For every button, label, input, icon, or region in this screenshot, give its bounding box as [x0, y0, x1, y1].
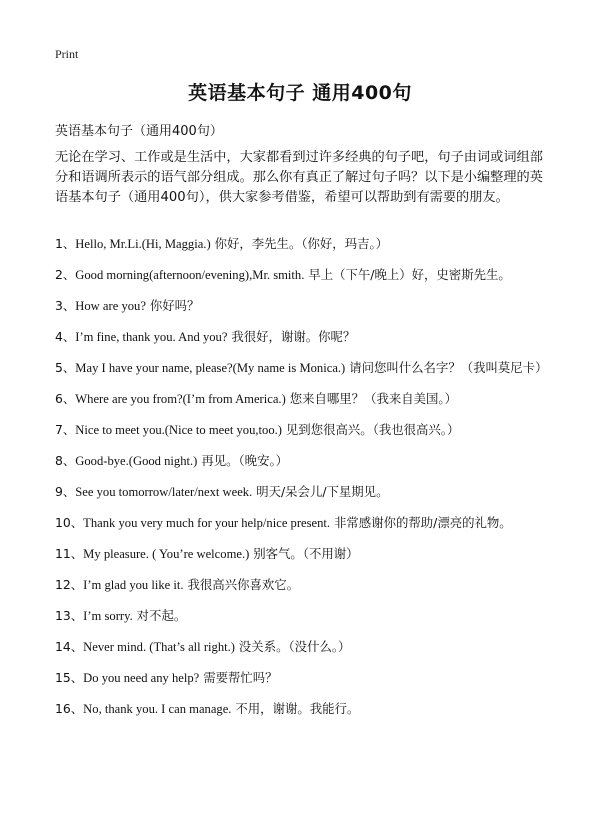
- chinese-translation: 请问您叫什么名字？（我叫莫尼卡）: [349, 360, 548, 375]
- chinese-translation: 不用，谢谢。我能行。: [235, 701, 360, 716]
- item-number: 15、: [55, 670, 84, 685]
- item-number: 2、: [55, 267, 76, 282]
- chinese-translation: 您来自哪里？（我来自美国。）: [289, 391, 458, 406]
- item-number: 16、: [55, 701, 84, 716]
- list-item: [55, 420, 555, 440]
- english-sentence: Do you need any help?: [83, 671, 200, 685]
- item-number: 1、: [55, 236, 76, 251]
- list-item: [55, 451, 555, 471]
- print-link[interactable]: Print: [55, 47, 79, 61]
- list-item: [55, 606, 555, 626]
- chinese-translation: 对不起。: [136, 608, 187, 623]
- english-sentence: I’m fine, thank you. And you?: [75, 330, 228, 344]
- english-sentence: Where are you from?(I’m from America.): [75, 392, 286, 406]
- english-sentence: Nice to meet you.(Nice to meet you,too.): [75, 423, 282, 437]
- english-sentence: Thank you very much for your help/nice present.: [83, 516, 331, 530]
- list-item: [55, 358, 555, 378]
- list-item: [55, 544, 555, 564]
- list-item: [55, 575, 555, 595]
- chinese-translation: 别客气。（不用谢）: [253, 546, 359, 561]
- item-number: 3、: [55, 298, 76, 313]
- item-number: 5、: [55, 360, 76, 375]
- item-number: 6、: [55, 391, 76, 406]
- english-sentence: Hello, Mr.Li.(Hi, Maggia.): [75, 237, 211, 251]
- chinese-translation: 我很好，谢谢。你呢？: [231, 329, 356, 344]
- chinese-translation: 明天/呆会儿/下星期见。: [256, 484, 389, 499]
- item-number: 13、: [55, 608, 84, 623]
- english-sentence: Never mind. (That’s all right.): [83, 640, 235, 654]
- list-item: [55, 482, 555, 502]
- page-title: 英语基本句子 通用400句: [188, 82, 412, 104]
- intro-paragraph: 无论在学习、工作或是生活中，大家都看到过许多经典的句子吧，句子由词或词组部分和语调所表示的语气部分组成。那么你有真正了解过句子吗？以下是小编整理的英语基本句子（通用400句），供大家参考借鉴，希望可以帮助到有需要的朋友。: [55, 150, 543, 205]
- english-sentence: I’m sorry.: [83, 609, 133, 623]
- chinese-translation: 非常感谢你的帮助/漂亮的礼物。: [334, 515, 512, 530]
- list-item: [55, 637, 555, 657]
- list-item: [55, 513, 555, 533]
- item-number: 12、: [55, 577, 84, 592]
- item-number: 11、: [55, 546, 84, 561]
- item-number: 10、: [55, 515, 84, 530]
- item-number: 9、: [55, 484, 76, 499]
- list-item: [55, 234, 555, 254]
- english-sentence: My pleasure. ( You’re welcome.): [83, 547, 250, 561]
- list-item: [55, 389, 555, 409]
- english-sentence: I’m glad you like it.: [83, 578, 184, 592]
- item-number: 7、: [55, 422, 76, 437]
- subtitle: 英语基本句子（通用400句）: [55, 124, 223, 139]
- chinese-translation: 没关系。（没什么。）: [238, 639, 351, 654]
- english-sentence: May I have your name, please?(My name is Monica.): [75, 361, 346, 375]
- chinese-translation: 见到您很高兴。（我也很高兴。）: [285, 422, 460, 437]
- chinese-translation: 需要帮忙吗？: [203, 670, 278, 685]
- chinese-translation: 再见。（晚安。）: [201, 453, 289, 468]
- list-item: [55, 265, 555, 285]
- english-sentence: No, thank you. I can manage.: [83, 702, 232, 716]
- english-sentence: Good-bye.(Good night.): [75, 454, 198, 468]
- english-sentence: See you tomorrow/later/next week.: [75, 485, 253, 499]
- chinese-translation: 你好，李先生。（你好，玛吉。）: [214, 236, 389, 251]
- english-sentence: Good morning(afternoon/evening),Mr. smith.: [75, 268, 305, 282]
- english-sentence: How are you?: [75, 299, 146, 313]
- chinese-translation: 早上（下午/晚上）好，史密斯先生。: [308, 267, 511, 282]
- list-item: [55, 296, 555, 316]
- sentence-list: [55, 234, 555, 730]
- list-item: [55, 668, 555, 688]
- chinese-translation: 我很高兴你喜欢它。: [187, 577, 300, 592]
- chinese-translation: 你好吗？: [149, 298, 200, 313]
- item-number: 8、: [55, 453, 76, 468]
- list-item: [55, 327, 555, 347]
- list-item: [55, 699, 555, 719]
- item-number: 4、: [55, 329, 76, 344]
- item-number: 14、: [55, 639, 84, 654]
